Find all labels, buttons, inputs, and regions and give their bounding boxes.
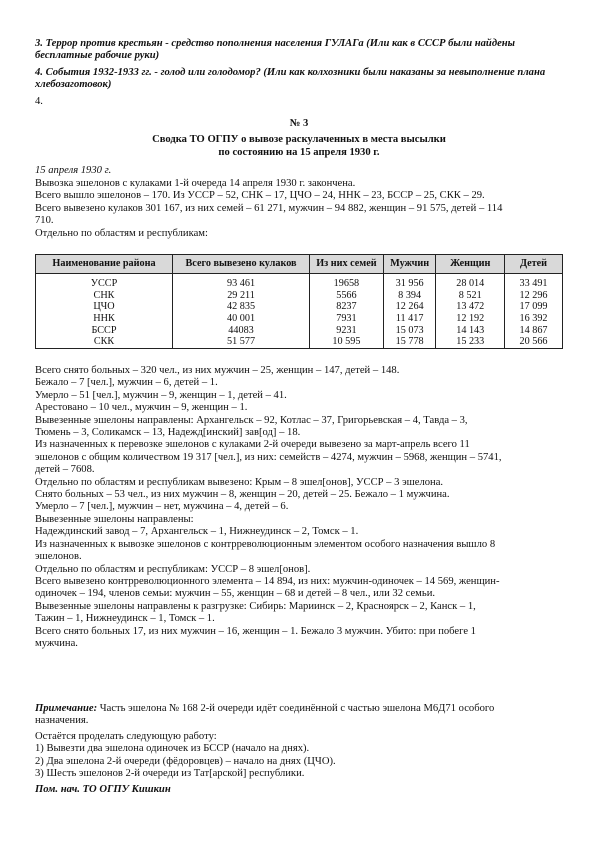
table-cell: 51 577 <box>173 336 310 348</box>
deportation-table <box>35 254 563 349</box>
table-cell: 15 073 <box>383 324 436 336</box>
table-cell: ННК <box>36 313 173 325</box>
text-line: Из назначенных к перевозке эшелонов с кулаками 2-й очереди вывезено за март-апрель всего 11 <box>35 439 470 451</box>
text-line: Тюмень – 3, Соликамск – 13, Надежд[инский] зав[од] – 18. <box>35 427 301 439</box>
column-header: Женщин <box>436 255 505 274</box>
text-line: одиночек – 194, членов семьи: мужчин – 55, женщин – 68 и детей – 8 чел., или 32 семьи. <box>35 588 436 600</box>
table-cell: 8 394 <box>383 290 436 302</box>
table-cell: 15 233 <box>436 336 505 348</box>
text-line: эшелонов с общим количеством 19 317 [чел.], из них: семейств – 4274, мужчин – 5968, женщин – 5741, <box>35 451 502 463</box>
table-cell: 40 001 <box>173 313 310 325</box>
table-cell: СКК <box>36 336 173 348</box>
todo-block <box>35 731 563 781</box>
table-cell: 14 867 <box>504 324 562 336</box>
text-line: Всего вывезено кулаков 301 167, из них семей – 61 271, мужчин – 94 882, женщин – 91 575, детей – 114 <box>35 202 503 214</box>
intro-item-3: 3. Террор против крестьян - средство пополнения населения ГУЛАГа (Или как в СССР были найдены бесплатные рабочие руки) <box>35 38 516 62</box>
table-cell: 15 778 <box>383 336 436 348</box>
text-line: Умерло – 7 [чел.], мужчин – нет, мужчина – 4, детей – 6. <box>35 501 289 513</box>
text-line: Отдельно по областям и республикам вывезено: Крым – 8 эшел[онов], УССР – 3 эшелона. <box>35 476 444 488</box>
table-cell: ЦЧО <box>36 301 173 313</box>
note-label: Примечание: <box>35 703 98 714</box>
table-cell: СНК <box>36 290 173 302</box>
table-cell: 12 296 <box>504 290 562 302</box>
todo-item: 2) Два эшелона 2-й очереди (фёдоровцев) – начало на днях (ЦЧО). <box>35 755 336 767</box>
table-row <box>36 274 563 290</box>
signature: Пом. нач. ТО ОГПУ Кишкин <box>35 784 171 795</box>
paragraph-details <box>35 365 563 650</box>
table-cell: 17 099 <box>504 301 562 313</box>
table-cell: 10 595 <box>310 336 384 348</box>
table-cell: 44083 <box>173 324 310 336</box>
note-line: назначения. <box>35 715 89 727</box>
text-line: Умерло – 51 [чел.], мужчин – 9, женщин – 1, детей – 41. <box>35 389 287 401</box>
text-line: Отдельно по областям и республикам: УССР – 8 эшел[онов]. <box>35 563 311 575</box>
table-cell: 13 472 <box>436 301 505 313</box>
table-cell: УССР <box>36 274 173 290</box>
text-line: эшелонов. <box>35 551 82 563</box>
column-header: Мужчин <box>383 255 436 274</box>
text-line: Арестовано – 10 чел., мужчин – 9, женщин – 1. <box>35 402 248 414</box>
column-header: Наименование района <box>36 255 173 274</box>
document-number: № 3 <box>289 118 309 129</box>
table-cell: 28 014 <box>436 274 505 290</box>
text-line: Вывезенные эшелоны направлены к разгрузке: Сибирь: Мариинск – 2, Красноярск – 2, Канск – 1, <box>35 600 476 612</box>
column-header: Всего вывезено кулаков <box>173 255 310 274</box>
note-text: Часть эшелона № 168 2-й очереди идёт соединённой с частью эшелона М6Д71 особого <box>97 703 495 714</box>
table-row <box>36 324 563 336</box>
table-cell: 16 392 <box>504 313 562 325</box>
todo-item: 1) Вывезти два эшелона одиночек из БССР (начало на днях). <box>35 743 310 755</box>
table-cell: 8 521 <box>436 290 505 302</box>
text-line: детей – 7608. <box>35 464 95 476</box>
text-line: Бежало – 7 [чел.], мужчин – 6, детей – 1. <box>35 377 218 389</box>
table-cell: 42 835 <box>173 301 310 313</box>
table-cell: 19658 <box>310 274 384 290</box>
text-line: Вывозка эшелонов с кулаками 1-й очереда 14 апреля 1930 г. закончена. <box>35 178 356 189</box>
table-cell: 33 491 <box>504 274 562 290</box>
table-cell: 5566 <box>310 290 384 302</box>
table-header-row <box>36 255 563 274</box>
note-block <box>35 703 563 728</box>
paragraph-summary <box>35 178 563 240</box>
text-line: 710. <box>35 215 54 227</box>
text-line: Снято больных – 53 чел., из них мужчин – 8, женщин – 20, детей – 25. Бежало – 1 мужчина. <box>35 489 450 501</box>
table-cell: 9231 <box>310 324 384 336</box>
text-line: Всего вывезено контрреволюционного элемента – 14 894, из них: мужчин-одиночек – 14 569, женщин- <box>35 575 500 587</box>
todo-item: 3) Шесть эшелонов 2-й очереди из Тат[арской] республики. <box>35 768 305 780</box>
text-line: Из назначенных к вывозке эшелонов с контрреволюционным элементом особого назначения вышло 8 <box>35 538 496 550</box>
todo-heading: Остаётся проделать следующую работу: <box>35 731 217 742</box>
table-cell: БССР <box>36 324 173 336</box>
document-title-line1: Сводка ТО ОГПУ о вывозе раскулаченных в места высылки <box>152 134 446 145</box>
table-cell: 12 264 <box>383 301 436 313</box>
table-cell: 12 192 <box>436 313 505 325</box>
table-cell: 7931 <box>310 313 384 325</box>
column-header: Детей <box>504 255 562 274</box>
text-line: Вывезенные эшелоны направлены: <box>35 513 194 525</box>
table-row <box>36 301 563 313</box>
text-line: Вывезенные эшелоны направлены: Архангельск – 92, Котлас – 37, Григорьевская – 4, Тавда – 3, <box>35 414 468 426</box>
text-line: мужчина. <box>35 637 78 649</box>
text-line: Всего снято больных 17, из них мужчин – 16, женщин – 1. Бежало 3 мужчин. Убито: при побеге 1 <box>35 625 476 637</box>
table-cell: 8237 <box>310 301 384 313</box>
intro-item-4: 4. События 1932-1933 гг. - голод или голодомор? (Или как колхозники были наказаны за невыполнение плана хлебозаготовок) <box>35 67 546 91</box>
table-row <box>36 336 563 348</box>
table-cell: 93 461 <box>173 274 310 290</box>
table-row <box>36 290 563 302</box>
column-header: Из них семей <box>310 255 384 274</box>
text-line: Всего снято больных – 320 чел., из них мужчин – 25, женщин – 147, детей – 148. <box>35 365 400 376</box>
text-line: Отдельно по областям и республикам: <box>35 227 208 239</box>
table-cell: 11 417 <box>383 313 436 325</box>
text-line: Надеждинский завод – 7, Архангельск – 1, Нижнеудинск – 2, Томск – 1. <box>35 526 359 538</box>
table-cell: 14 143 <box>436 324 505 336</box>
document-title-line2: по состоянию на 15 апреля 1930 г. <box>218 147 380 158</box>
table-cell: 31 956 <box>383 274 436 290</box>
text-line: Тажин – 1, Нижнеудинск – 1, Томск – 1. <box>35 613 215 625</box>
table-cell: 20 566 <box>504 336 562 348</box>
text-line: Всего вышло эшелонов – 170. Из УССР – 52, СНК – 17, ЦЧО – 24, ННК – 23, БССР – 25, СКК – 29. <box>35 190 485 202</box>
note-line <box>35 703 563 715</box>
table-cell: 29 211 <box>173 290 310 302</box>
document-date: 15 апреля 1930 г. <box>35 165 112 176</box>
table-row <box>36 313 563 325</box>
intro-number-4: 4. <box>35 96 43 107</box>
